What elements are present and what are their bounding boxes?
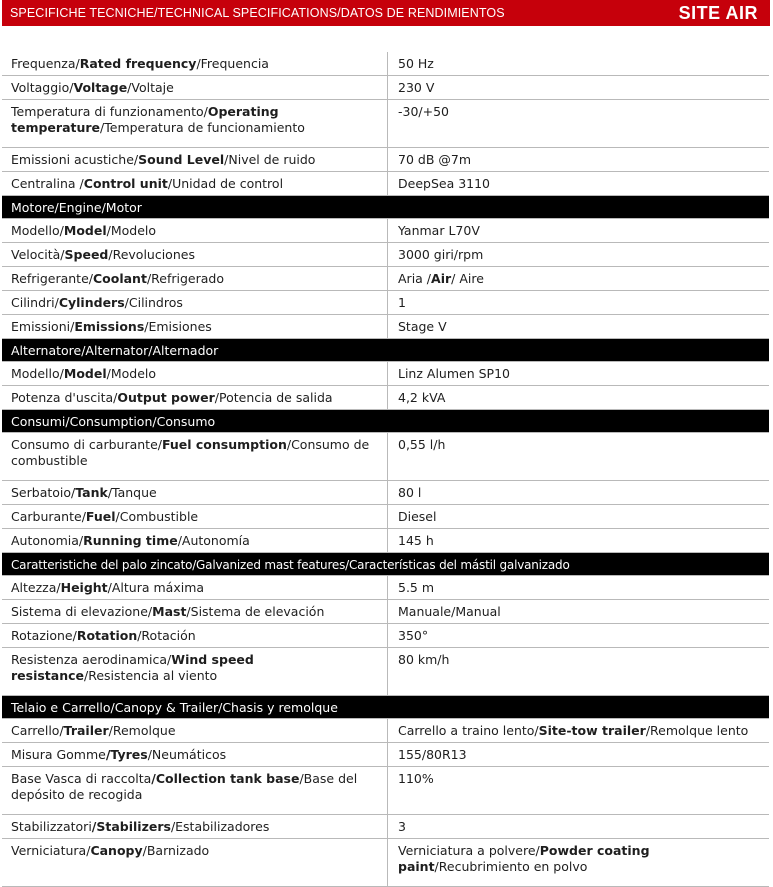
spec-value: 230 V xyxy=(398,80,435,95)
spec-row-coolant xyxy=(2,267,769,291)
spec-value: 4,2 kVA xyxy=(398,390,446,405)
spec-value: Yanmar L70V xyxy=(398,223,480,238)
spec-row-speed xyxy=(2,243,769,267)
spec-row-output-power xyxy=(2,386,769,410)
spec-value: 0,55 l/h xyxy=(398,437,446,452)
spec-row-trailer xyxy=(2,719,769,743)
spec-row-frequency xyxy=(2,52,769,76)
spec-row-operating-temperature xyxy=(2,100,769,148)
spec-value: 5.5 m xyxy=(398,580,435,595)
spec-value: 3000 giri/rpm xyxy=(398,247,484,262)
product-name: SITE AIR xyxy=(678,2,758,23)
spec-label: Resistenza aerodinamica/Wind speed resistance/Resistencia al viento xyxy=(2,648,388,695)
spec-row-running-time xyxy=(2,529,769,553)
spec-label: Cilindri/Cylinders/Cilindros xyxy=(2,291,388,314)
spec-row-cylinders xyxy=(2,291,769,315)
spec-label: Modello/Model/Modelo xyxy=(2,362,388,385)
spec-table xyxy=(2,52,769,887)
spec-value: Carrello a traino lento/Site-tow trailer/Remolque lento xyxy=(398,723,749,738)
spec-value: 80 km/h xyxy=(398,652,450,667)
spec-label: Frequenza/Rated frequency/Frequencia xyxy=(2,52,388,75)
spec-value: 70 dB @7m xyxy=(398,152,471,167)
spec-label: Sistema di elevazione/Mast/Sistema de elevación xyxy=(2,600,388,623)
spec-value: 3 xyxy=(398,819,406,834)
spec-value: DeepSea 3110 xyxy=(398,176,491,191)
spec-label: Serbatoio/Tank/Tanque xyxy=(2,481,388,504)
spec-value: 1 xyxy=(398,295,406,310)
spec-label: Misura Gomme/Tyres/Neumáticos xyxy=(2,743,388,766)
spec-label: Verniciatura/Canopy/Barnizado xyxy=(2,839,388,886)
spec-label: Centralina /Control unit/Unidad de control xyxy=(2,172,388,195)
spec-row-engine-model xyxy=(2,219,769,243)
spec-value: 155/80R13 xyxy=(398,747,467,762)
spec-row-tyres xyxy=(2,743,769,767)
spec-row-alternator-model xyxy=(2,362,769,386)
spec-row-canopy xyxy=(2,839,769,887)
spec-row-voltage xyxy=(2,76,769,100)
section-header-engine: Motore/Engine/Motor xyxy=(2,196,769,219)
spec-row-stabilizers xyxy=(2,815,769,839)
spec-row-sound-level xyxy=(2,148,769,172)
spec-label: Modello/Model/Modelo xyxy=(2,219,388,242)
spec-value: Diesel xyxy=(398,509,437,524)
spec-label: Potenza d'uscita/Output power/Potencia de salida xyxy=(2,386,388,409)
spec-label: Emissioni acustiche/Sound Level/Nivel de ruido xyxy=(2,148,388,171)
spec-header-banner xyxy=(2,0,770,26)
spec-row-fuel-consumption xyxy=(2,433,769,481)
spec-label: Stabilizzatori/Stabilizers/Estabilizadores xyxy=(2,815,388,838)
spec-value: 350° xyxy=(398,628,429,643)
spec-value: Aria /Air/ Aire xyxy=(398,271,484,286)
spec-row-fuel xyxy=(2,505,769,529)
spec-row-mast xyxy=(2,600,769,624)
spec-label: Rotazione/Rotation/Rotación xyxy=(2,624,388,647)
spec-label: Refrigerante/Coolant/Refrigerado xyxy=(2,267,388,290)
spec-row-height xyxy=(2,576,769,600)
section-header-mast: Caratteristiche del palo zincato/Galvanized mast features/Características del mástil galvanizado xyxy=(2,553,769,576)
spec-label: Altezza/Height/Altura máxima xyxy=(2,576,388,599)
spec-label: Consumo di carburante/Fuel consumption/Consumo de combustible xyxy=(2,433,388,480)
spec-label: Carrello/Trailer/Remolque xyxy=(2,719,388,742)
spec-value: Stage V xyxy=(398,319,447,334)
section-header-trailer: Telaio e Carrello/Canopy & Trailer/Chasis y remolque xyxy=(2,696,769,719)
spec-value: Verniciatura a polvere/Powder coating paint/Recubrimiento en polvo xyxy=(398,843,650,874)
spec-label: Carburante/Fuel/Combustible xyxy=(2,505,388,528)
section-header-consumption: Consumi/Consumption/Consumo xyxy=(2,410,769,433)
spec-label: Base Vasca di raccolta/Collection tank base/Base del depósito de recogida xyxy=(2,767,388,814)
spec-row-rotation xyxy=(2,624,769,648)
spec-row-collection-tank xyxy=(2,767,769,815)
spec-value: 50 Hz xyxy=(398,56,434,71)
spec-row-wind-resistance xyxy=(2,648,769,696)
spec-label: Voltaggio/Voltage/Voltaje xyxy=(2,76,388,99)
spec-value: -30/+50 xyxy=(398,104,450,119)
spec-row-emissions xyxy=(2,315,769,339)
spec-value: Manuale/Manual xyxy=(398,604,501,619)
spec-header-title: SPECIFICHE TECNICHE/TECHNICAL SPECIFICATIONS/DATOS DE RENDIMIENTOS xyxy=(10,6,505,20)
spec-label: Autonomia/Running time/Autonomía xyxy=(2,529,388,552)
spec-row-control-unit xyxy=(2,172,769,196)
spec-label: Velocità/Speed/Revoluciones xyxy=(2,243,388,266)
spec-value: Linz Alumen SP10 xyxy=(398,366,510,381)
section-header-alternator: Alternatore/Alternator/Alternador xyxy=(2,339,769,362)
spec-value: 145 h xyxy=(398,533,434,548)
spec-value: 110% xyxy=(398,771,434,786)
spec-label: Emissioni/Emissions/Emisiones xyxy=(2,315,388,338)
spec-value: 80 l xyxy=(398,485,422,500)
spec-label: Temperatura di funzionamento/Operating temperature/Temperatura de funcionamiento xyxy=(2,100,388,147)
spec-row-tank xyxy=(2,481,769,505)
